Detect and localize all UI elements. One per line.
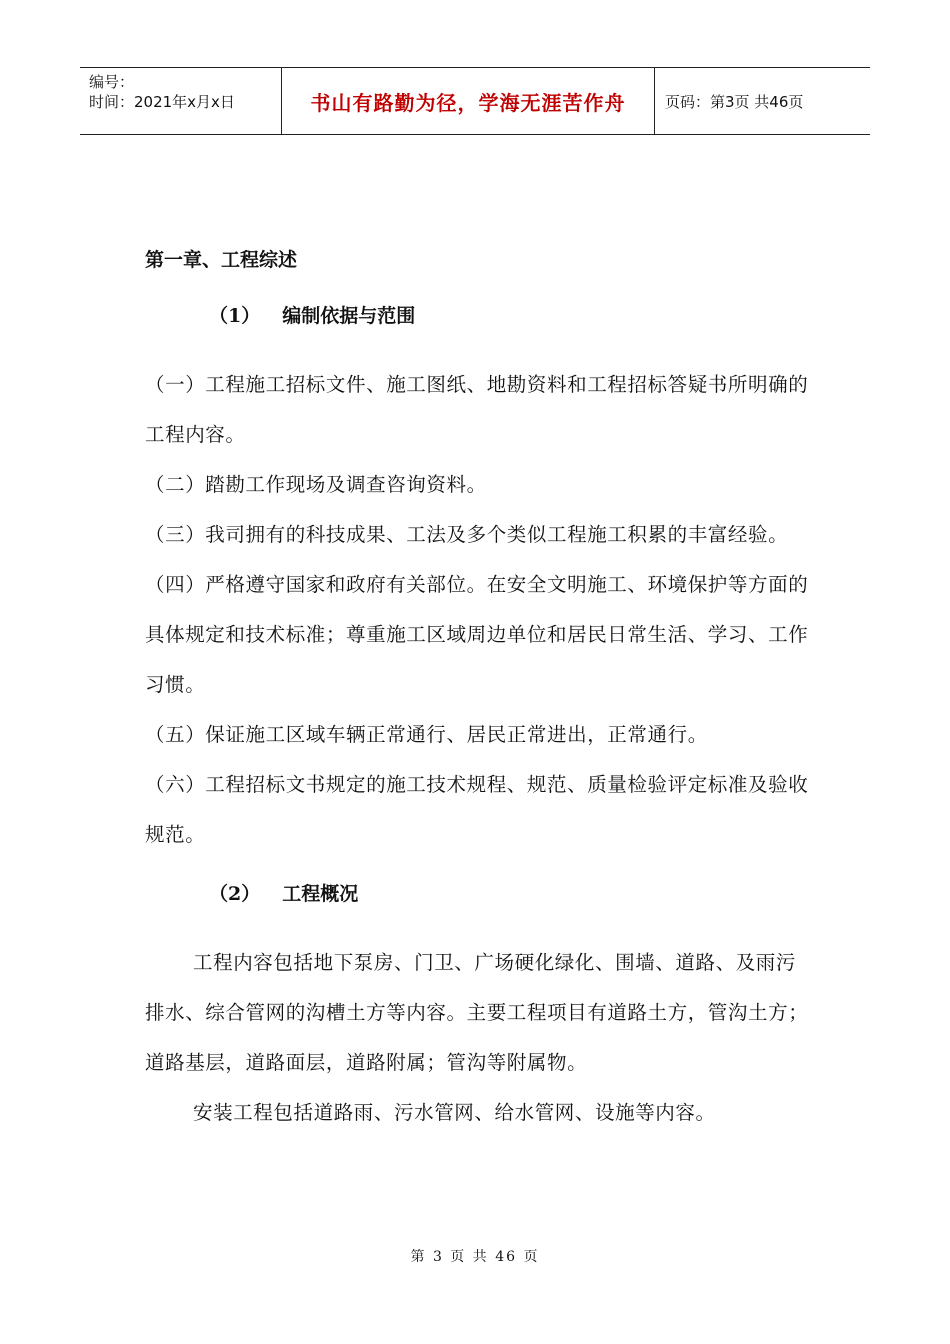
paragraph: （一）工程施工招标文件、施工图纸、地勘资料和工程招标答疑书所明确的工程内容。: [145, 373, 809, 446]
header-time-label: 时间：2021年x月x日: [89, 93, 235, 111]
section-heading-1: [145, 294, 810, 338]
header-meta: [80, 68, 282, 134]
header-motto: 书山有路勤为径，学海无涯苦作舟: [282, 68, 655, 134]
paragraph: （二）踏勘工作现场及调查咨询资料。: [145, 473, 487, 496]
section-number: （1）: [209, 305, 261, 327]
spacer: [145, 338, 810, 360]
section-number: （2）: [209, 883, 261, 905]
spacer: [145, 916, 810, 938]
section-title: 工程概况: [282, 883, 359, 905]
chapter-title: 第一章、工程综述: [145, 249, 298, 271]
section-heading-2: [145, 872, 810, 916]
paragraph: 安装工程包括道路雨、污水管网、给水管网、设施等内容。: [193, 1101, 716, 1124]
header-number-label: 编号：: [89, 73, 135, 91]
section-title: 编制依据与范围: [282, 305, 416, 327]
paragraph: （五）保证施工区域车辆正常通行、居民正常进出，正常通行。: [145, 723, 708, 746]
page-footer: 第 3 页 共 46 页: [410, 1249, 540, 1265]
paragraph: 工程内容包括地下泵房、门卫、广场硬化绿化、围墙、道路、及雨污排水、综合管网的沟槽土方等内容。主要工程项目有道路土方，管沟土方；道路基层，道路面层，道路附属；管沟等附属物。: [145, 951, 809, 1074]
paragraph: （三）我司拥有的科技成果、工法及多个类似工程施工积累的丰富经验。: [145, 523, 789, 546]
header-page-info: 页码：第3页 共46页: [665, 92, 804, 111]
paragraph: （四）严格遵守国家和政府有关部位。在安全文明施工、环境保护等方面的具体规定和技术标准；尊重施工区域周边单位和居民日常生活、学习、工作习惯。: [145, 573, 809, 696]
document-body: [145, 238, 810, 1138]
paragraph: （六）工程招标文书规定的施工技术规程、规范、质量检验评定标准及验收规范。: [145, 773, 809, 846]
page-header: [80, 67, 870, 135]
